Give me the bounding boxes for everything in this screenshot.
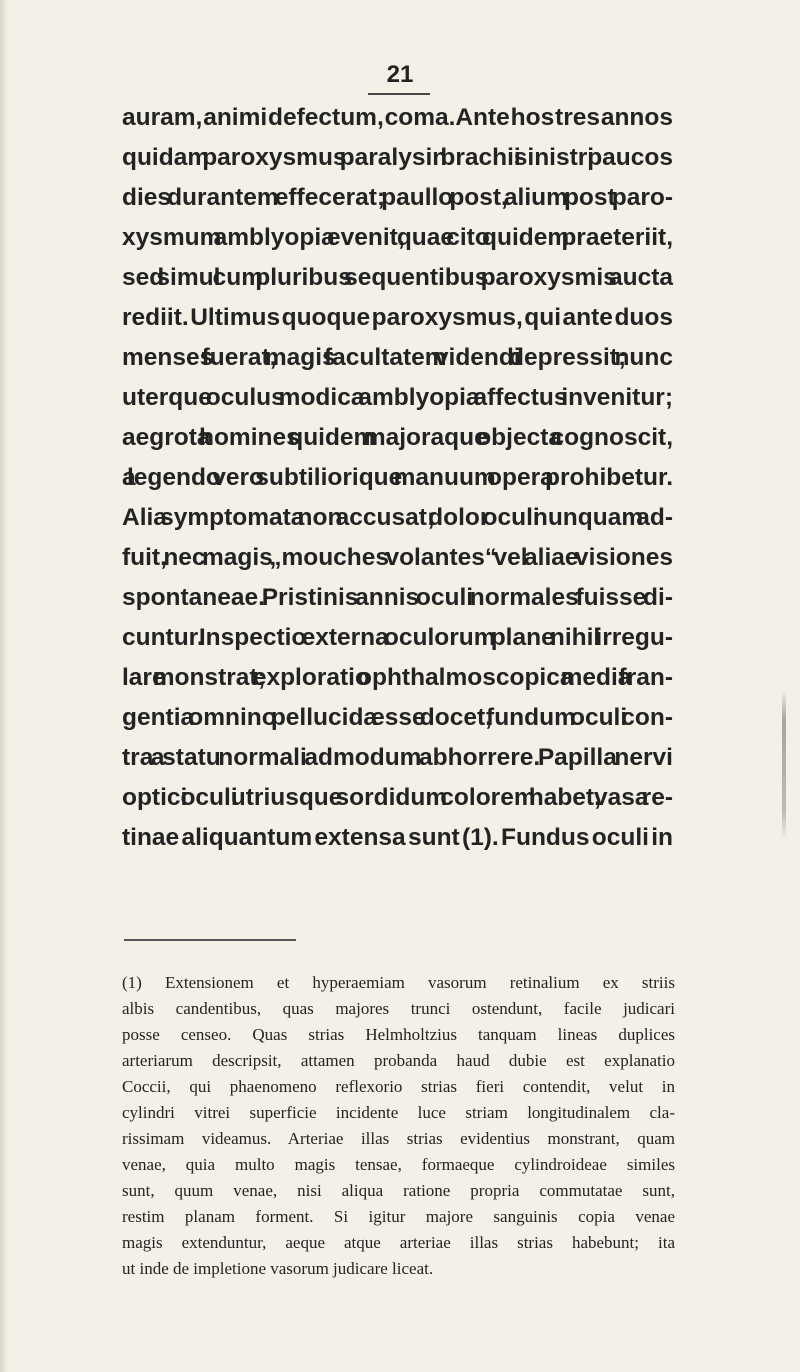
footnote-line: cylindri vitrei superficie incidente luce striam longitudinalem cla- (122, 1103, 675, 1122)
footnote-separator (124, 939, 296, 941)
footnote-line: Coccii, qui phaenomeno reflexorio strias fieri contendit, velut in (122, 1077, 675, 1096)
footnote-line: sunt, quum venae, nisi aliqua ratione propria commutatae sunt, (122, 1181, 675, 1200)
page-number-rule (368, 93, 430, 95)
footnote-line: albis candentibus, quas majores trunci ostendunt, facile judicari (122, 999, 675, 1018)
text-line: auram, animi defectum, coma. Ante hos tres annos (122, 104, 673, 131)
text-line: tra a statu normali admodum abhorrere. Papilla nervi (122, 744, 673, 771)
text-line: quidam paroxysmus paralysin brachii sinistri paucos (122, 144, 673, 171)
footnote-line: (1) Extensionem et hyperaemiam vasorum retinalium ex striis (122, 973, 675, 992)
text-line: gentia omnino pellucida esse docet, fundum oculi con- (122, 704, 673, 731)
page-number: 21 (386, 61, 414, 88)
text-line: rediit. Ultimus quoque paroxysmus, qui ante duos (122, 304, 673, 331)
footnote-line: rissimam videamus. Arteriae illas strias evidentius monstrant, quam (122, 1129, 675, 1148)
text-line: uterque oculus modica amblyopia affectus invenitur; (122, 384, 673, 411)
text-line: optici oculi utriusque sordidum colorem habet, vasa re- (122, 784, 673, 811)
footnote-line: venae, quia multo magis tensae, formaeque cylindroideae similes (122, 1155, 675, 1174)
text-line: xysmum amblyopia evenit, quae cito quidem praeteriit, (122, 224, 673, 251)
text-line: lare monstrat; exploratio ophthalmoscopica media fran- (122, 664, 673, 691)
footnote-line: posse censeo. Quas strias Helmholtzius tanquam lineas duplices (122, 1025, 675, 1044)
page-edge-shadow (0, 0, 8, 1372)
text-line: fuit, nec magis „mouches volantes“ vel aliae visiones (122, 544, 673, 571)
footnote-line: magis extenduntur, aeque atque arteriae illas strias habebunt; ita (122, 1233, 675, 1252)
text-line: a legendo vero subtiliorique manuum opera prohibetur. (122, 464, 673, 491)
text-line: Alia symptomata non accusat; dolor oculi nunquam ad- (122, 504, 673, 531)
footnote-line: arteriarum descripsit, attamen probanda haud dubie est explanatio (122, 1051, 675, 1070)
text-line: menses fuerat, magis facultatem videndi depressit; nunc (122, 344, 673, 371)
footnote-line: ut inde de impletione vasorum judicare liceat. (122, 1259, 434, 1278)
text-line: tinae aliquantum extensa sunt (1). Fundus oculi in (122, 824, 673, 851)
text-line: aegrota homines quidem majoraque objecta cognoscit, (122, 424, 673, 451)
binding-mark (782, 690, 786, 840)
text-line: cuntur. Inspectio externa oculorum plane nihil irregu- (122, 624, 673, 651)
text-line: sed simul cum pluribus sequentibus paroxysmis aucta (122, 264, 673, 291)
footnote-line: restim planam forment. Si igitur majore sanguinis copia venae (122, 1207, 675, 1226)
text-line: dies durantem effecerat; paullo post, alium post paro- (122, 184, 673, 211)
text-line: spontaneae. Pristinis annis oculi normales fuisse di- (122, 584, 673, 611)
